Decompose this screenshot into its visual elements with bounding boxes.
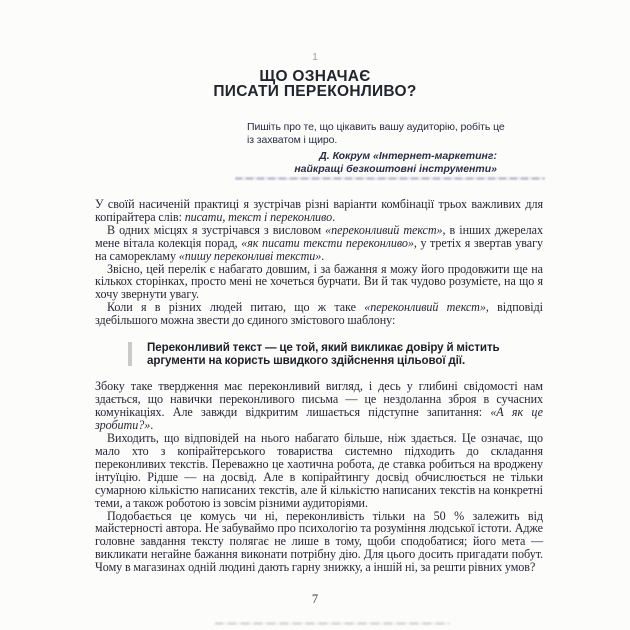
body-run: .	[321, 248, 325, 263]
body-run: , в інших джерелах мене вітала колекція порад,	[95, 222, 543, 250]
paragraph	[95, 198, 543, 224]
body-run-italic: писати, текст і переконливо	[184, 209, 333, 224]
body-run: Переконливий текст — це той, який викликає довіру й містить аргументи на користь швидкого здійснення цільової дії.	[147, 341, 500, 368]
paragraph	[95, 301, 543, 327]
paragraph	[95, 432, 543, 509]
body-run-italic: «переконливий текст»	[364, 300, 486, 315]
epigraph-attribution-line-1: Д. Кокрум «Інтернет-маркетинг:	[319, 150, 497, 163]
body-run: Звісно, цей перелік є набагато довшим, і за бажання я можу його продовжити ще на кількох сторінках, просто мені не хочеться бурчати. Ви й так чудово розумієте, на що я хочу звернути увагу.	[95, 261, 543, 302]
paragraph	[95, 510, 543, 575]
body-run: Коли я в різних людей питаю, що ж таке	[107, 300, 365, 315]
epigraph-attribution	[247, 150, 497, 175]
body-run: , відповіді здебільшого можна звести до єдиного змістового шаблону:	[95, 300, 543, 328]
body-run-italic: «переконливий текст»	[325, 222, 443, 237]
body-text	[95, 198, 543, 574]
page-number: 7	[311, 592, 319, 606]
body-run: .	[150, 418, 154, 433]
paragraph	[95, 380, 543, 432]
body-run: Виходить, що відповідей на нього набагато більше, ніж здається. Це означає, що мало хто з копірайтерського товариства системно підходить до складання переконливих текстів. Переважно це хаотична робота, де ставка робиться на вроджену інтуїцію. Рідше — на досвід. Але в копірайтингу досвід обчислюється не тільки сумарною кількістю написаних текстів, але й кількістю написаних текстів на конкретні теми, а також роботою із зовсім різними аудиторіями.	[95, 431, 543, 510]
paragraph	[95, 263, 543, 302]
body-run: Збоку таке твердження має переконливий вигляд, і десь у глибині свідомості нам здається, що навички переконливого письма — це нездоланна зброя в сучасних комунікаціях. Але завжди відкритим лишається підступне запитання:	[95, 379, 543, 420]
epigraph-quote-line-2: із захватом і щиро.	[247, 133, 338, 146]
page-showthrough-artifact-bottom	[215, 622, 450, 625]
epigraph-quote-line-1: Пишіть про те, що цікавить вашу аудиторію, робіть це	[247, 121, 505, 133]
callout-accent-bar	[128, 342, 132, 366]
body-run-italic: «пишу переконливі тексти»	[178, 248, 322, 263]
chapter-number: 1	[312, 52, 318, 63]
chapter-title	[0, 70, 630, 99]
chapter-title-line-1: ЩО ОЗНАЧАЄ	[259, 68, 371, 85]
chapter-title-line-2: ПИСАТИ ПЕРЕКОНЛИВО?	[213, 82, 417, 100]
body-run: Подобається це комусь чи ні, переконливість тільки на 50 % залежить від майстерності автора. Не забуваймо про психологію та розуміння людської істоти. Адже головне завдання тексту полягає не лише в тому, щоби сподобатися; його мета — викликати негайне бажання виконати потрібну дію. Для цього досить пригадати побут. Чому в магазинах одній людині дають гарну знижку, а іншій ні, за решти рівних умов?	[95, 508, 543, 575]
body-run: , у третіх я звертав увагу на саморекламу	[95, 235, 543, 263]
body-run: В одних місцях я зустрічався з висловом	[107, 222, 326, 237]
page-showthrough-artifact-top	[235, 177, 545, 180]
paragraph	[95, 224, 543, 263]
body-run-italic: «як писати тексти переконливо»	[241, 235, 414, 250]
body-run: .	[332, 209, 336, 224]
callout-definition	[128, 341, 535, 367]
epigraph	[247, 121, 505, 175]
epigraph-attribution-line-2: найкращі безкоштовні інструменти»	[294, 162, 497, 175]
body-run: У своїй насиченій практиці я зустрічав різні варіанти комбінації трьох важливих для копірайтера слів:	[95, 197, 543, 224]
body-run-italic: «А як це зробити?»	[95, 405, 543, 433]
